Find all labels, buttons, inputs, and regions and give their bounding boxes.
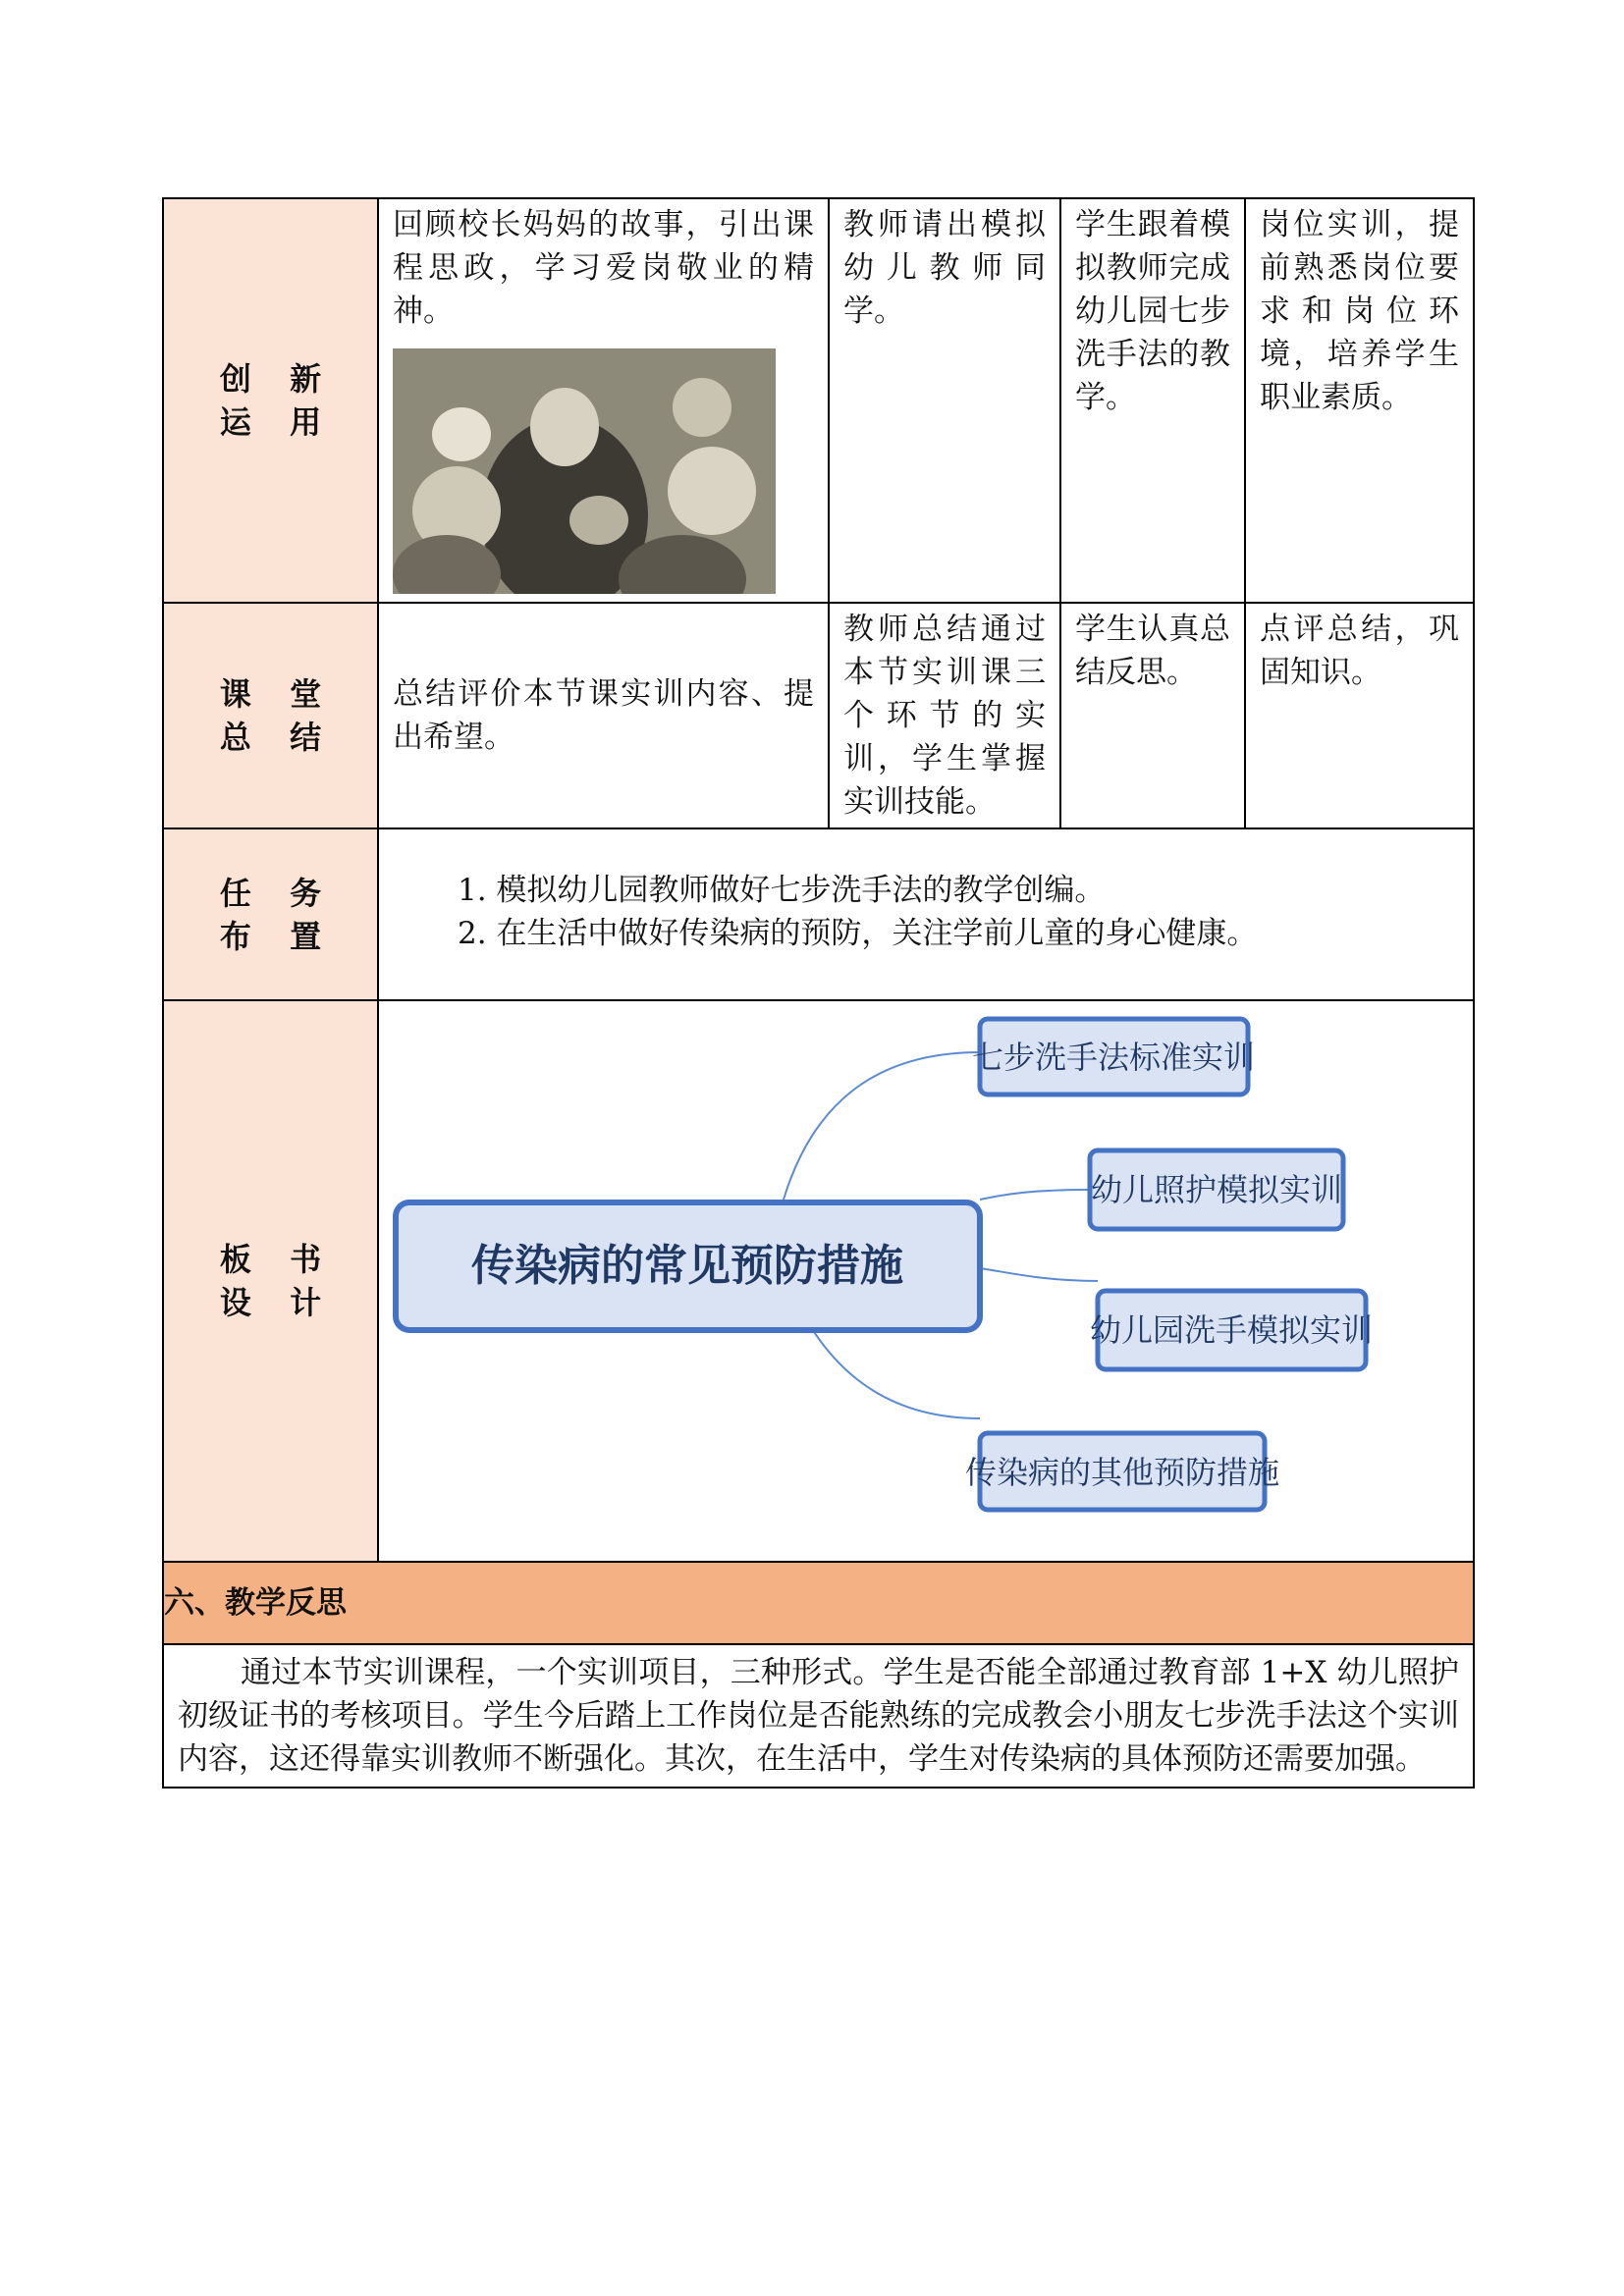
board-row: [163, 1000, 1474, 1562]
historical-photo: [393, 348, 776, 594]
mindmap-center-node: [396, 1202, 980, 1330]
summary-label-line1: 课 堂: [219, 675, 336, 713]
assignment-label-cell: [163, 828, 378, 1000]
innovation-student-cell: [1060, 198, 1245, 603]
summary-content-cell: [378, 603, 829, 828]
summary-label: [220, 672, 335, 759]
mindmap-branch-text: 幼儿园洗手模拟实训: [1089, 1311, 1374, 1349]
summary-teacher-cell: [829, 603, 1060, 828]
innovation-label-line1: 创 新: [219, 360, 336, 398]
innovation-label-cell: [163, 198, 378, 603]
mindmap-branch-text: 幼儿照护模拟实训: [1090, 1171, 1343, 1208]
innovation-intent: 岗位实训，提前熟悉岗位要求和岗位环境，培养学生职业素质。: [1260, 207, 1459, 415]
assignment-item: 2. 在生活中做好传染病的预防，关注学前儿童的身心健康。: [458, 916, 1258, 951]
summary-student-cell: [1060, 603, 1245, 828]
summary-content: 总结评价本节课实训内容、提出希望。: [393, 676, 814, 755]
innovation-student: 学生跟着模拟教师完成幼儿园七步洗手法的教学。: [1075, 207, 1230, 415]
board-label-line1: 板 书: [219, 1241, 336, 1278]
mindmap-branch-node: [972, 1019, 1255, 1095]
assignment-label-line1: 任 务: [219, 874, 336, 912]
mindmap-branch-node: [1090, 1291, 1373, 1369]
mindmap-branch-node: [1090, 1150, 1343, 1229]
mindmap-center-text: 传染病的常见预防措施: [471, 1241, 903, 1291]
mindmap: [379, 1001, 1473, 1561]
assignment-row: [163, 828, 1474, 1000]
innovation-label-line2: 运 用: [219, 403, 336, 441]
board-label-line2: 设 计: [219, 1284, 336, 1321]
innovation-content-cell: [378, 198, 829, 603]
assignment-label: [220, 872, 335, 958]
mindmap-branch-node: [965, 1433, 1279, 1510]
summary-teacher: 教师总结通过本节实训课三个环节的实训，学生掌握实训技能。: [843, 612, 1046, 820]
reflection-title: 六、教学反思: [163, 1562, 1474, 1644]
mindmap-branch-text: 传染病的其他预防措施: [964, 1454, 1280, 1491]
innovation-teacher-cell: [829, 198, 1060, 603]
summary-label-line2: 总 结: [219, 719, 336, 756]
reflection-header-row: [163, 1562, 1474, 1644]
summary-label-cell: [163, 603, 378, 828]
board-content-cell: [378, 1000, 1474, 1562]
mindmap-branch-text: 七步洗手法标准实训: [971, 1039, 1256, 1076]
connector-2: [980, 1190, 1090, 1200]
summary-intent: 点评总结，巩固知识。: [1260, 612, 1459, 690]
board-label: [220, 1238, 335, 1324]
connector-3: [980, 1268, 1098, 1281]
reflection-row: [163, 1644, 1474, 1788]
connector-1: [784, 1052, 980, 1200]
board-label-cell: [163, 1000, 378, 1562]
assignment-content-cell: [378, 828, 1474, 1000]
innovation-row: [163, 198, 1474, 603]
assignment-list: [379, 829, 1473, 955]
innovation-content: 回顾校长妈妈的故事，引出课程思政，学习爱岗敬业的精神。: [393, 207, 814, 329]
summary-student: 学生认真总结反思。: [1075, 612, 1230, 690]
summary-row: [163, 603, 1474, 828]
mindmap-svg: [379, 1001, 1472, 1561]
assignment-item: 1. 模拟幼儿园教师做好七步洗手法的教学创编。: [458, 873, 1106, 908]
innovation-teacher: 教师请出模拟幼儿教师同学。: [843, 207, 1046, 329]
assignment-label-line2: 布 置: [219, 917, 336, 955]
reflection-text: 通过本节实训课程，一个实训项目，三种形式。学生是否能全部通过教育部 1+X 幼儿照护初级证书的考核项目。学生今后踏上工作岗位是否能熟练的完成教会小朋友七步洗手法这个实训内容，这还得靠实训教师不断强化。其次，在生活中，学生对传染病的具体预防还需要加强。: [178, 1655, 1459, 1777]
lesson-plan-table: [162, 197, 1475, 1789]
innovation-label: [220, 357, 335, 444]
reflection-cell: [163, 1644, 1474, 1788]
summary-intent-cell: [1245, 603, 1474, 828]
innovation-intent-cell: [1245, 198, 1474, 603]
